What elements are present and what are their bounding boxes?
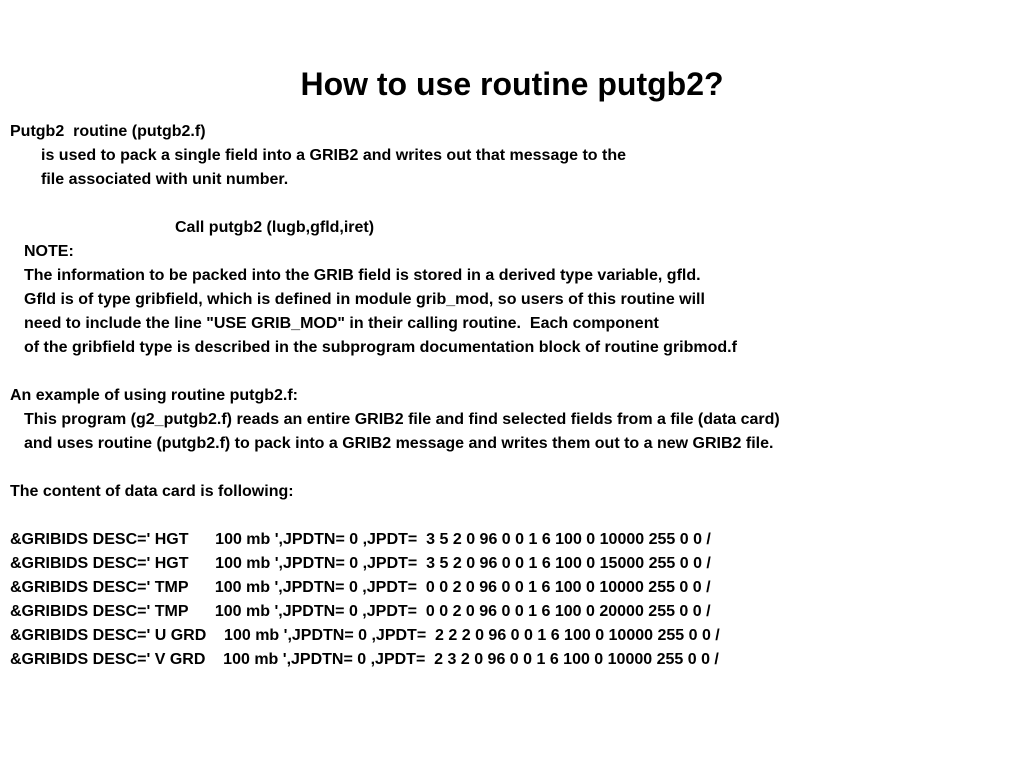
example-heading: An example of using routine putgb2.f: [10, 387, 298, 404]
note-line: Gfld is of type gribfield, which is defined in module grib_mod, so users of this routine will [24, 291, 705, 308]
datacard-heading: The content of data card is following: [10, 483, 294, 500]
datacard-line: &GRIBIDS DESC=' HGT 100 mb ',JPDTN= 0 ,JPDT= 3 5 2 0 96 0 0 1 6 100 0 10000 255 0 0 / [10, 531, 711, 548]
example-line: This program (g2_putgb2.f) reads an entire GRIB2 file and find selected fields from a file (data card) [24, 411, 780, 428]
datacard-line: &GRIBIDS DESC=' TMP 100 mb ',JPDTN= 0 ,JPDT= 0 0 2 0 96 0 0 1 6 100 0 20000 255 0 0 / [10, 603, 711, 620]
call-statement: Call putgb2 (lugb,gfld,iret) [175, 219, 375, 236]
blank-line [10, 192, 1014, 216]
intro-description-line: file associated with unit number. [41, 171, 289, 188]
datacard-line: &GRIBIDS DESC=' HGT 100 mb ',JPDTN= 0 ,JPDT= 3 5 2 0 96 0 0 1 6 100 0 15000 255 0 0 / [10, 555, 711, 572]
datacard-line: &GRIBIDS DESC=' TMP 100 mb ',JPDTN= 0 ,JPDT= 0 0 2 0 96 0 0 1 6 100 0 10000 255 0 0 / [10, 579, 711, 596]
datacard-line: &GRIBIDS DESC=' U GRD 100 mb ',JPDTN= 0 ,JPDT= 2 2 2 0 96 0 0 1 6 100 0 10000 255 0 0 / [10, 627, 720, 644]
intro-heading: Putgb2 routine (putgb2.f) [10, 123, 206, 140]
blank-line [10, 456, 1014, 480]
note-line: need to include the line "USE GRIB_MOD" in their calling routine. Each component [24, 315, 659, 332]
slide-body [10, 120, 1014, 672]
intro-description-line: is used to pack a single field into a GRIB2 and writes out that message to the [41, 147, 627, 164]
slide-title: How to use routine putgb2? [300, 66, 724, 102]
note-heading: NOTE: [24, 243, 74, 260]
note-line: The information to be packed into the GRIB field is stored in a derived type variable, gfld. [24, 267, 701, 284]
blank-line [10, 360, 1014, 384]
example-line: and uses routine (putgb2.f) to pack into a GRIB2 message and writes them out to a new GRIB2 file. [24, 435, 774, 452]
datacard-line: &GRIBIDS DESC=' V GRD 100 mb ',JPDTN= 0 ,JPDT= 2 3 2 0 96 0 0 1 6 100 0 10000 255 0 0 / [10, 651, 719, 668]
blank-line [10, 504, 1014, 528]
note-line: of the gribfield type is described in the subprogram documentation block of routine gribmod.f [24, 339, 737, 356]
